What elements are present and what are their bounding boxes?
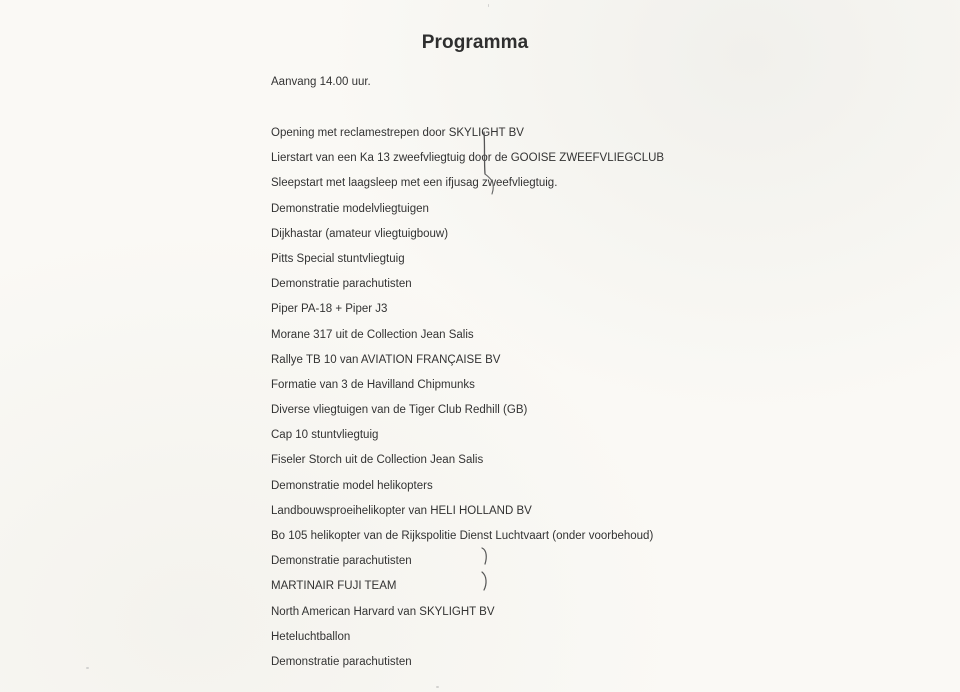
program-item: Cap 10 stuntvliegtuig bbox=[271, 429, 379, 442]
program-item: Dijkhastar (amateur vliegtuigbouw) bbox=[271, 227, 449, 240]
page-title: Programma bbox=[421, 32, 529, 53]
program-item: Demonstratie parachutisten bbox=[271, 555, 412, 568]
paper-speck bbox=[436, 686, 439, 688]
program-item: Landbouwsproeihelikopter van HELI HOLLAND BV bbox=[271, 504, 532, 517]
program-item: Morane 317 uit de Collection Jean Salis bbox=[271, 328, 474, 341]
program-item: Lierstart van een Ka 13 zweefvliegtuig door de GOOISE ZWEEFVLIEGCLUB bbox=[271, 152, 665, 165]
program-item: Diverse vliegtuigen van de Tiger Club Redhill (GB) bbox=[271, 404, 528, 417]
program-item: Demonstratie parachutisten bbox=[271, 655, 412, 668]
program-item: Fiseler Storch uit de Collection Jean Salis bbox=[271, 454, 484, 467]
program-item: MARTINAIR FUJI TEAM bbox=[271, 580, 397, 593]
program-item: Sleepstart met laagsleep met een ifjusag zweefvliegtuig. bbox=[271, 177, 558, 190]
program-item: Heteluchtballon bbox=[271, 630, 351, 643]
program-item: Rallye TB 10 van AVIATION FRANÇAISE BV bbox=[271, 353, 501, 366]
program-item: Formatie van 3 de Havilland Chipmunks bbox=[271, 378, 475, 391]
paper-speck bbox=[86, 667, 89, 669]
program-item: North American Harvard van SKYLIGHT BV bbox=[271, 605, 495, 618]
paper-speck bbox=[488, 4, 489, 7]
program-item: Demonstratie model helikopters bbox=[271, 479, 433, 492]
program-item: Piper PA-18 + Piper J3 bbox=[271, 303, 388, 316]
program-item: Demonstratie modelvliegtuigen bbox=[271, 202, 429, 215]
start-time: Aanvang 14.00 uur. bbox=[271, 76, 371, 88]
program-list bbox=[271, 125, 664, 679]
program-item: Demonstratie parachutisten bbox=[271, 278, 412, 291]
program-item: Opening met reclamestrepen door SKYLIGHT BV bbox=[271, 127, 524, 139]
program-item: Bo 105 helikopter van de Rijkspolitie Dienst Luchtvaart (onder voorbehoud) bbox=[271, 530, 654, 542]
program-item: Pitts Special stuntvliegtuig bbox=[271, 252, 405, 265]
